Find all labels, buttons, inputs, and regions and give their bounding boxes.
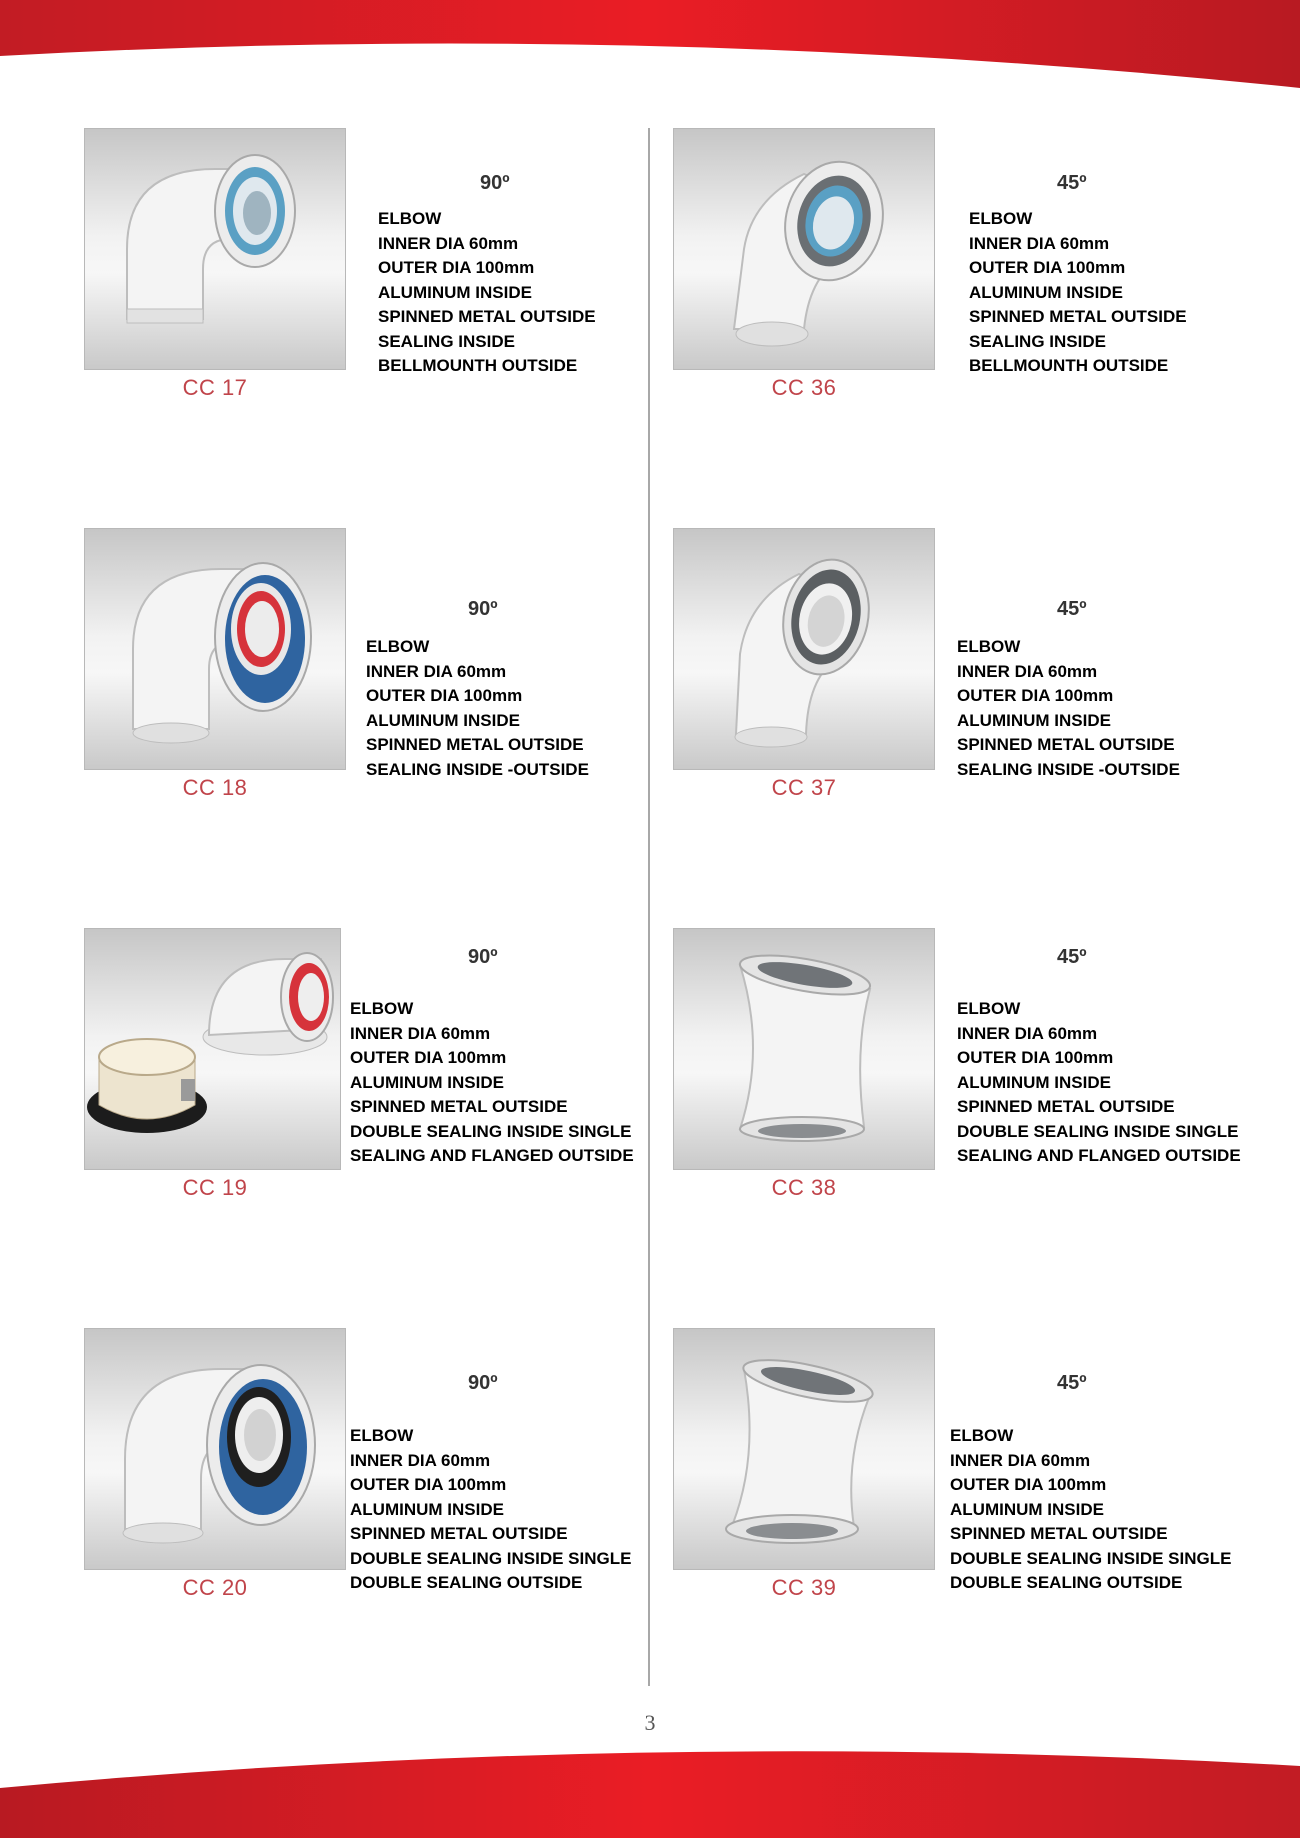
bend-45-icon xyxy=(674,929,935,1170)
spec-item: ALUMINUM INSIDE xyxy=(350,1499,504,1519)
spec-item: ELBOW xyxy=(366,637,430,656)
spec-item: INNER DIA 60mm xyxy=(957,1023,1098,1043)
spec-list xyxy=(350,997,634,1169)
angle-label: 45º xyxy=(1057,946,1087,968)
spec-item: SEALING INSIDE -OUTSIDE xyxy=(366,759,589,779)
column-divider xyxy=(648,128,650,1686)
spec-item: DOUBLE SEALING INSIDE SINGLE xyxy=(950,1548,1232,1568)
spec-item: ELBOW xyxy=(378,209,442,228)
spec-list xyxy=(957,635,1180,782)
spec-item: ELBOW xyxy=(350,999,414,1018)
angle-label: 90º xyxy=(480,172,510,194)
spec-item: ALUMINUM INSIDE xyxy=(378,282,532,302)
spec-item: SPINNED METAL OUTSIDE xyxy=(969,307,1187,326)
spec-item: SPINNED METAL OUTSIDE xyxy=(957,1097,1175,1116)
angle-label: 45º xyxy=(1057,1372,1087,1394)
product-photo-cc18 xyxy=(84,528,346,770)
spec-item: OUTER DIA 100mm xyxy=(969,258,1126,277)
spec-item: OUTER DIA 100mm xyxy=(957,686,1114,705)
product-photo-cc19 xyxy=(84,928,341,1170)
spec-item: OUTER DIA 100mm xyxy=(366,686,523,705)
spec-item: BELLMOUNTH OUTSIDE xyxy=(378,356,578,375)
spec-item: SEALING INSIDE -OUTSIDE xyxy=(957,759,1180,779)
spec-list xyxy=(957,997,1241,1169)
product-code: CC 19 xyxy=(182,1175,248,1200)
bend-45-icon xyxy=(674,1329,935,1570)
spec-item: OUTER DIA 100mm xyxy=(378,258,535,277)
spec-item: DOUBLE SEALING INSIDE SINGLE xyxy=(350,1548,632,1568)
spec-item: ALUMINUM INSIDE xyxy=(366,710,520,730)
spec-item: OUTER DIA 100mm xyxy=(350,1048,507,1067)
spec-item: SPINNED METAL OUTSIDE xyxy=(957,735,1175,754)
spec-item: SEALING AND FLANGED OUTSIDE xyxy=(350,1146,634,1165)
spec-item: SPINNED METAL OUTSIDE xyxy=(950,1524,1168,1543)
spec-item: SPINNED METAL OUTSIDE xyxy=(378,307,596,326)
spec-list xyxy=(366,635,589,782)
spec-item: ELBOW xyxy=(957,999,1021,1018)
spec-item: SEALING INSIDE xyxy=(378,331,515,351)
spec-item: ELBOW xyxy=(950,1426,1014,1445)
spec-item: ELBOW xyxy=(350,1426,414,1445)
elbow-45-icon xyxy=(674,129,935,370)
spec-list xyxy=(969,207,1187,379)
spec-item: INNER DIA 60mm xyxy=(950,1450,1091,1470)
spec-item: DOUBLE SEALING OUTSIDE xyxy=(350,1573,583,1592)
angle-label: 90º xyxy=(468,1372,498,1394)
product-photo-cc20 xyxy=(84,1328,346,1570)
angle-label: 45º xyxy=(1057,172,1087,194)
spec-item: SEALING INSIDE xyxy=(969,331,1106,351)
spec-item: INNER DIA 60mm xyxy=(350,1023,491,1043)
angle-label: 90º xyxy=(468,946,498,968)
spec-item: OUTER DIA 100mm xyxy=(350,1475,507,1494)
spec-item: INNER DIA 60mm xyxy=(350,1450,491,1470)
angle-label: 90º xyxy=(468,598,498,620)
spec-item: ELBOW xyxy=(957,637,1021,656)
product-photo-cc36 xyxy=(673,128,935,370)
elbow-90-icon xyxy=(85,529,346,770)
page-number: 3 xyxy=(644,1710,656,1735)
top-banner xyxy=(0,0,1300,100)
spec-item: ALUMINUM INSIDE xyxy=(969,282,1123,302)
spec-item: INNER DIA 60mm xyxy=(969,233,1110,253)
product-photo-cc17 xyxy=(84,128,346,370)
bottom-banner xyxy=(0,1738,1300,1838)
spec-item: DOUBLE SEALING OUTSIDE xyxy=(950,1573,1183,1592)
spec-item: SPINNED METAL OUTSIDE xyxy=(350,1097,568,1116)
spec-item: SPINNED METAL OUTSIDE xyxy=(350,1524,568,1543)
spec-item: ELBOW xyxy=(969,209,1033,228)
elbow-45-icon xyxy=(674,529,935,770)
spec-item: ALUMINUM INSIDE xyxy=(957,1072,1111,1092)
spec-item: OUTER DIA 100mm xyxy=(957,1048,1114,1067)
product-photo-cc39 xyxy=(673,1328,935,1570)
spec-item: INNER DIA 60mm xyxy=(957,661,1098,681)
spec-item: OUTER DIA 100mm xyxy=(950,1475,1107,1494)
product-code: CC 17 xyxy=(182,375,248,400)
product-code: CC 18 xyxy=(182,775,248,800)
angle-label: 45º xyxy=(1057,598,1087,620)
product-code: CC 39 xyxy=(771,1575,837,1600)
elbow-90-icon xyxy=(85,1329,346,1570)
elbow-90-icon xyxy=(85,129,346,370)
spec-list xyxy=(950,1424,1231,1596)
spec-item: SEALING AND FLANGED OUTSIDE xyxy=(957,1146,1241,1165)
spec-item: INNER DIA 60mm xyxy=(366,661,507,681)
product-code: CC 37 xyxy=(771,775,837,800)
spec-item: DOUBLE SEALING INSIDE SINGLE xyxy=(350,1121,632,1141)
spec-item: INNER DIA 60mm xyxy=(378,233,519,253)
spec-list xyxy=(350,1424,631,1596)
spec-list xyxy=(378,207,596,379)
product-code: CC 36 xyxy=(771,375,837,400)
product-code: CC 20 xyxy=(182,1575,248,1600)
spec-item: BELLMOUNTH OUTSIDE xyxy=(969,356,1169,375)
spec-item: DOUBLE SEALING INSIDE SINGLE xyxy=(957,1121,1239,1141)
product-photo-cc37 xyxy=(673,528,935,770)
spec-item: ALUMINUM INSIDE xyxy=(957,710,1111,730)
flanged-elbow-icon xyxy=(85,929,341,1170)
product-code: CC 38 xyxy=(771,1175,837,1200)
product-photo-cc38 xyxy=(673,928,935,1170)
spec-item: SPINNED METAL OUTSIDE xyxy=(366,735,584,754)
spec-item: ALUMINUM INSIDE xyxy=(950,1499,1104,1519)
spec-item: ALUMINUM INSIDE xyxy=(350,1072,504,1092)
